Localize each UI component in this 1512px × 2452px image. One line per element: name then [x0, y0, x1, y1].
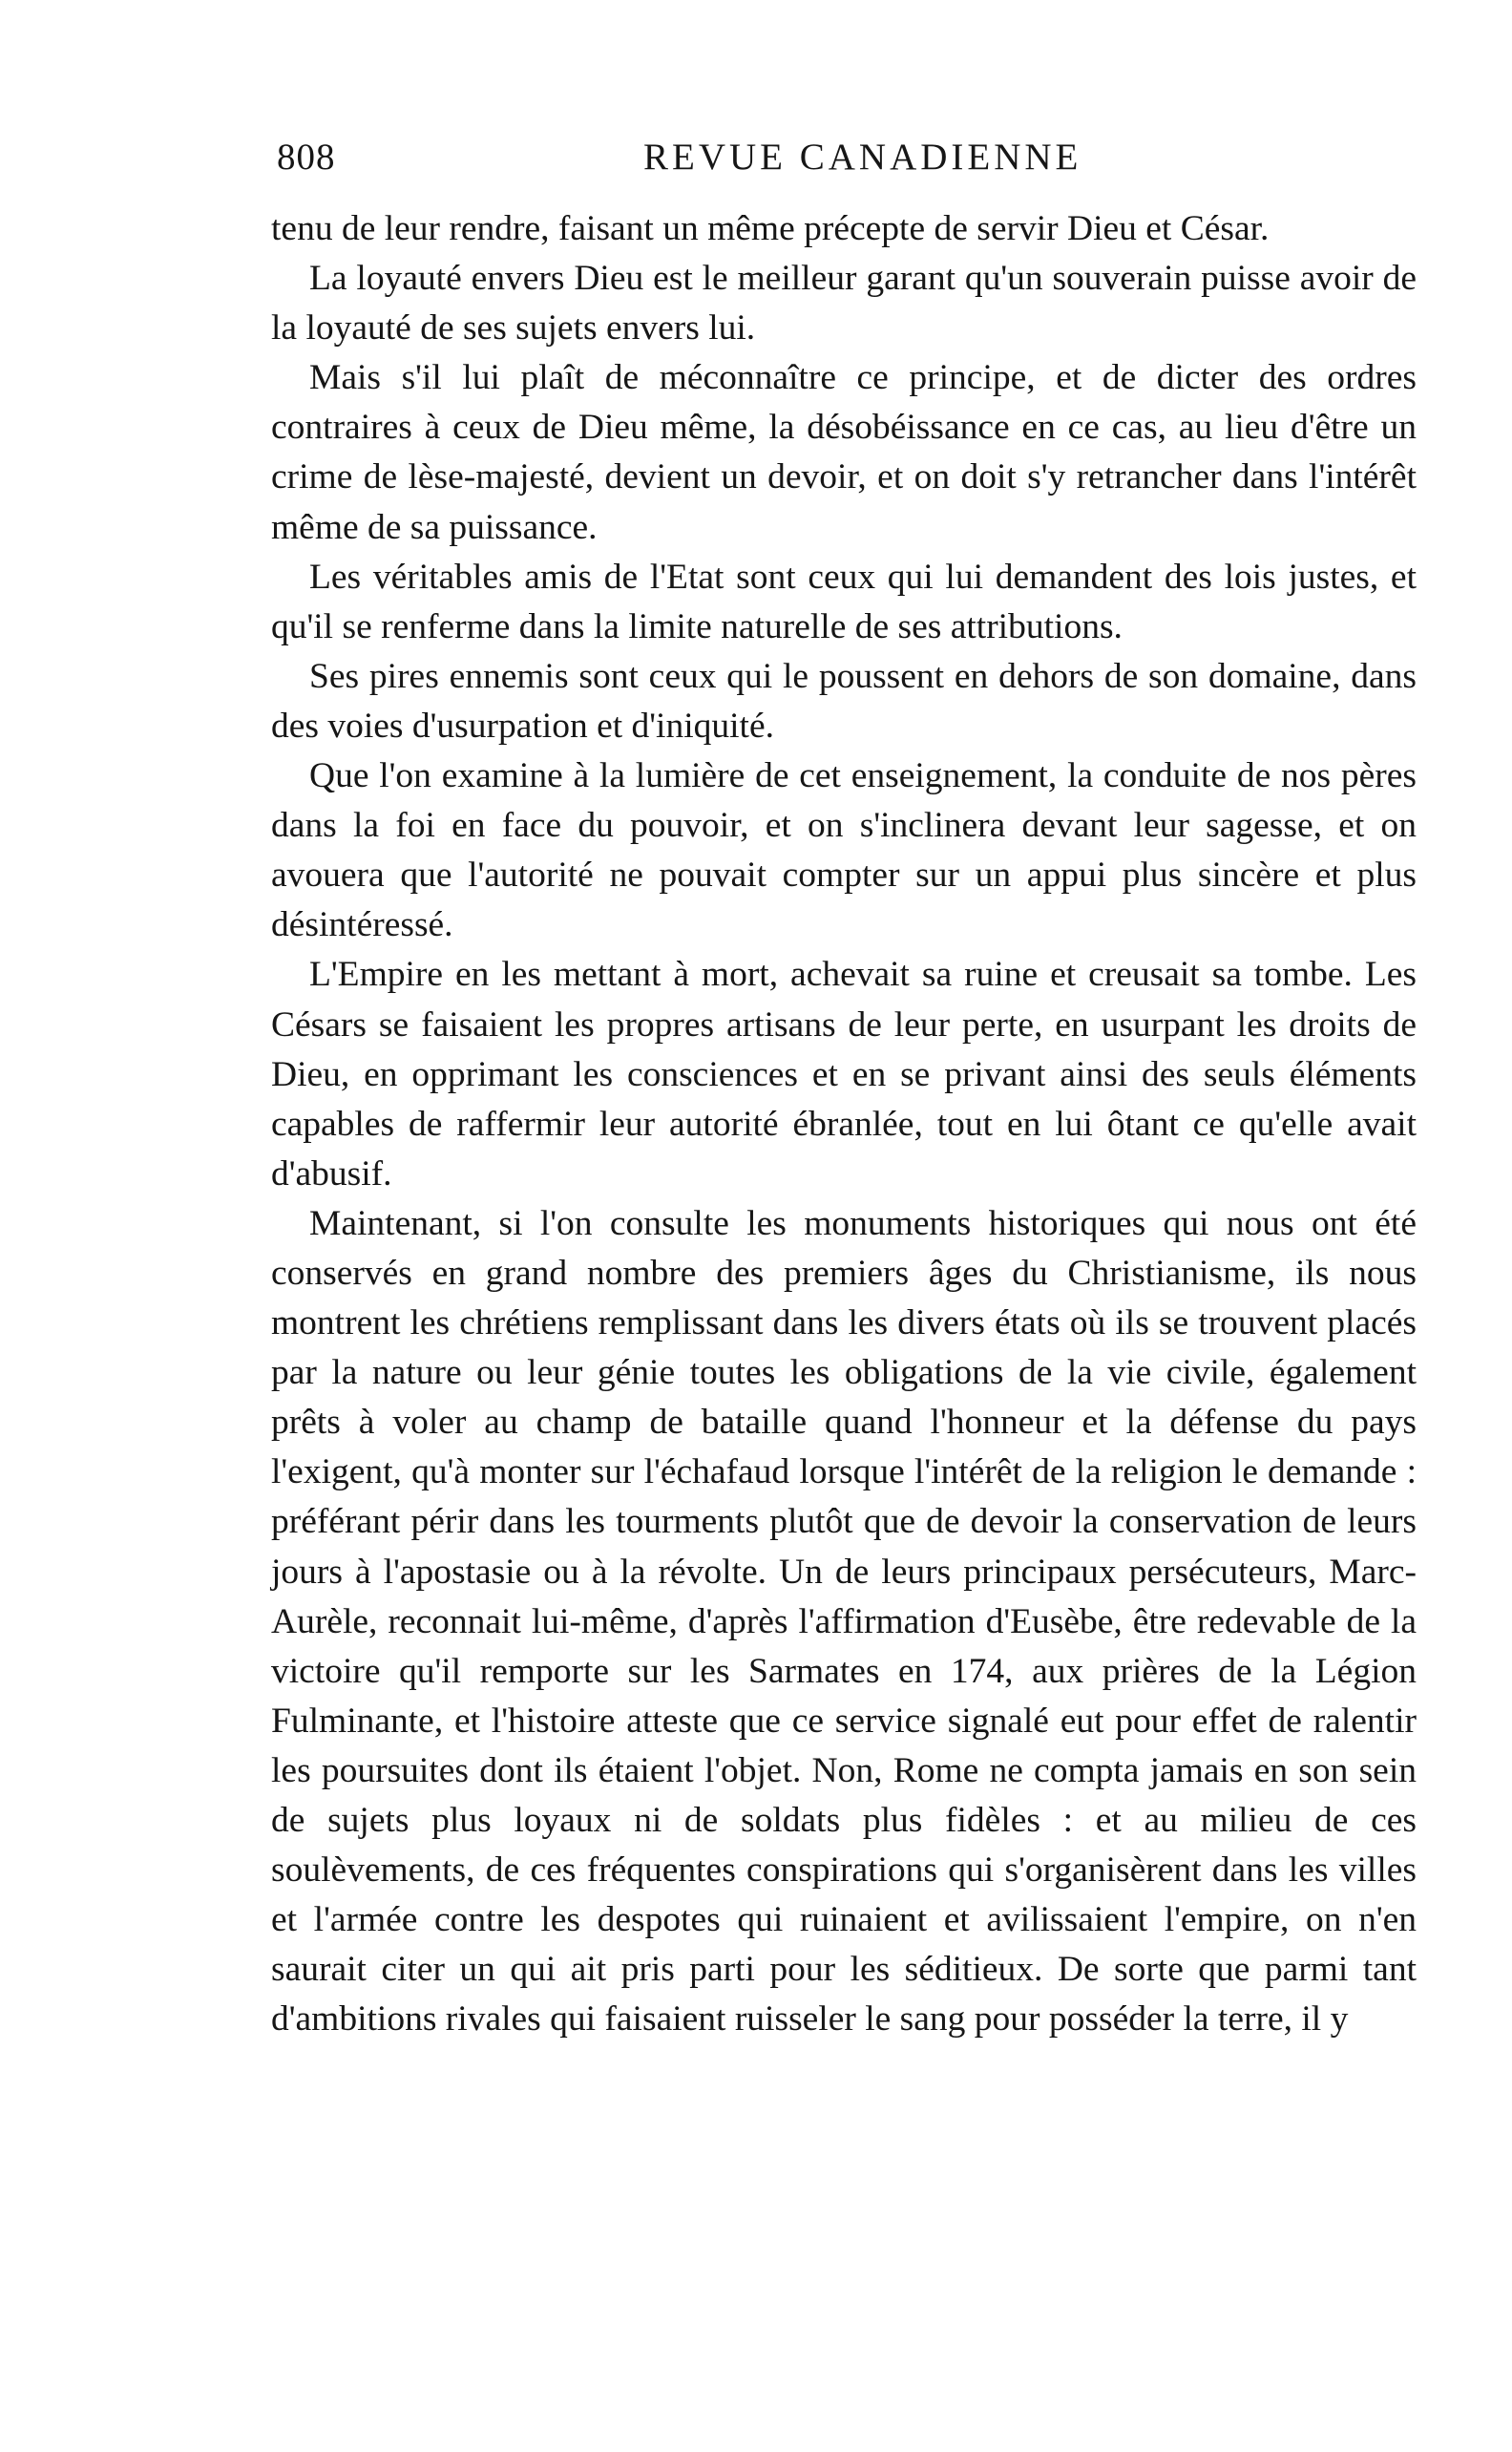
- paragraph-continued: tenu de leur rendre, faisant un même précepte de servir Dieu et César.: [271, 209, 1270, 248]
- paragraph: Mais s'il lui plaît de méconnaître ce principe, et de dicter des ordres contraires à ceux de Dieu même, la désobéissance en ce cas, au lieu d'être un crime de lèse-majesté, devient un devoir, et on doit s'y retrancher dans l'intérêt même de sa puissance.: [271, 358, 1417, 547]
- paragraph: Maintenant, si l'on consulte les monuments historiques qui nous ont été conservés en grand nombre des premiers âges du Christianisme, ils nous montrent les chrétiens remplissant dans les divers états où ils se trouvent placés par la nature ou leur génie toutes les obligations de la vie civile, également prêts à voler au champ de bataille quand l'honneur et la défense du pays l'exigent, qu'à monter sur l'échafaud lorsque l'intérêt de la religion le demande : préférant périr dans les tourments plutôt que de devoir la conservation de leurs jours à l'apostasie ou à la révolte. Un de leurs principaux persécuteurs, Marc-Aurèle, reconnait lui-même, d'après l'affirmation d'Eusèbe, être redevable de la victoire qu'il remporte sur les Sarmates en 174, aux prières de la Légion Fulminante, et l'histoire atteste que ce service signalé eut pour effet de ralentir les poursuites dont ils étaient l'objet. Non, Rome ne compta jamais en son sein de sujets plus loyaux ni de soldats plus fidèles : et au milieu de ces soulèvements, de ces fréquentes conspirations qui s'organisèrent dans les villes et l'armée contre les despotes qui ruinaient et avilissaient l'empire, on n'en saurait citer un qui ait pris parti pour les séditieux. De sorte que parmi tant d'ambitions rivales qui faisaient ruisseler le sang pour posséder la terre, il y: [271, 1203, 1417, 2040]
- paragraph: L'Empire en les mettant à mort, achevait sa ruine et creusait sa tombe. Les Césars se faisaient les propres artisans de leur perte, en usurpant les droits de Dieu, en opprimant les consciences et en se privant ainsi des seuls éléments capables de raffermir leur autorité ébranlée, tout en lui ôtant ce qu'elle avait d'abusif.: [271, 955, 1417, 1194]
- running-head: [277, 136, 1422, 193]
- paragraph: Que l'on examine à la lumière de cet enseignement, la conduite de nos pères dans la foi en face du pouvoir, et on s'inclinera devant leur sagesse, et on avouera que l'autorité ne pouvait compter sur un appui plus sincère et plus désintéressé.: [271, 756, 1417, 945]
- journal-title: REVUE CANADIENNE: [643, 137, 1082, 178]
- paragraph: Ses pires ennemis sont ceux qui le poussent en dehors de son domaine, dans des voies d'usurpation et d'iniquité.: [271, 656, 1417, 746]
- paragraph: La loyauté envers Dieu est le meilleur garant qu'un souverain puisse avoir de la loyauté de ses sujets envers lui.: [271, 259, 1417, 349]
- paragraph: Les véritables amis de l'Etat sont ceux qui lui demandent des lois justes, et qu'il se renferme dans la limite naturelle de ses attributions.: [271, 557, 1417, 646]
- page-number: 808: [277, 137, 336, 178]
- body-text: [271, 204, 1417, 2044]
